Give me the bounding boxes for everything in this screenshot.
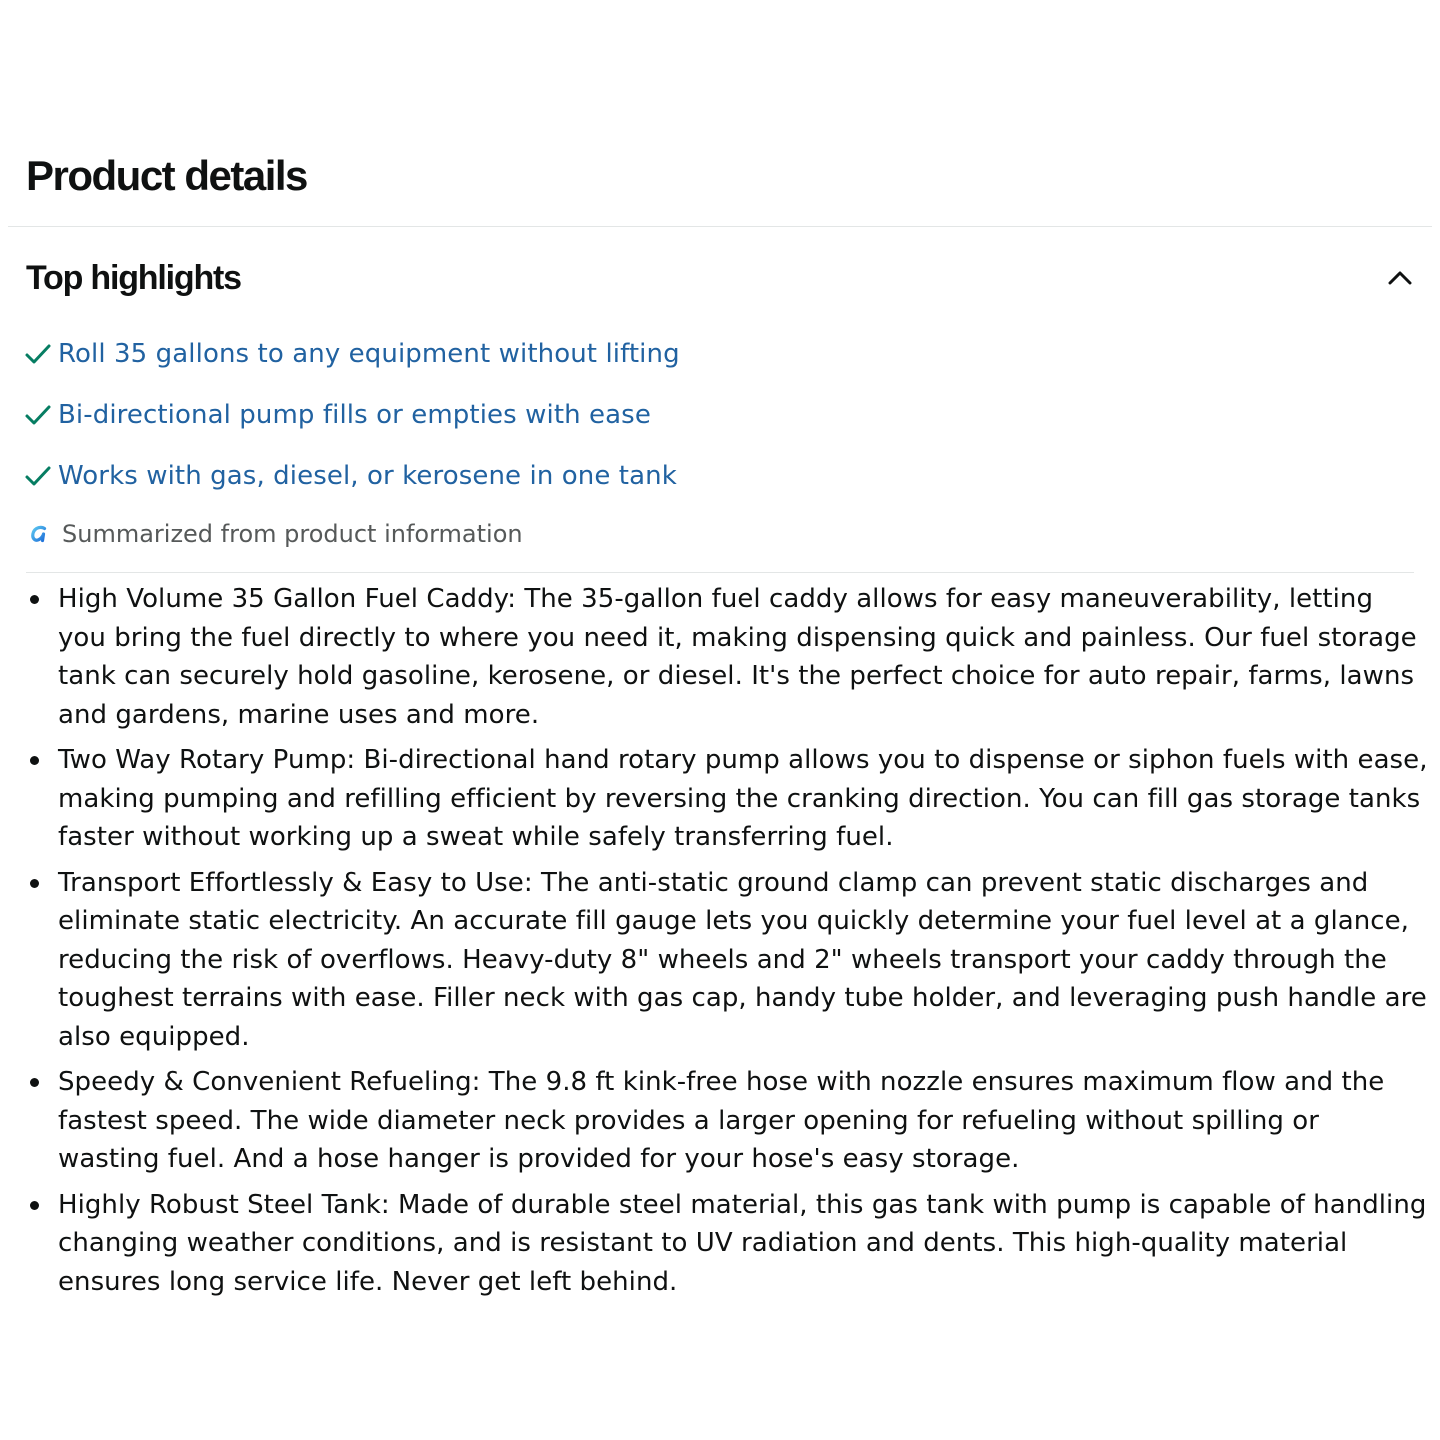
- feature-bullet: [58, 864, 1428, 1057]
- check-icon: [24, 401, 52, 429]
- feature-bullet-list: [58, 580, 1428, 1308]
- feature-bullet-text: Transport Effortlessly & Easy to Use: The anti-static ground clamp can prevent static discharges and eliminate static electricity. An accurate fill gauge lets you quickly determine your fuel level at a glance, reducing the risk of overflows. Heavy-duty 8" wheels and 2" wheels transport your caddy through the toughest terrains with ease. Filler neck with gas cap, handy tube holder, and leveraging push handle are also equipped.: [58, 867, 1427, 1052]
- feature-bullet: [58, 1186, 1428, 1302]
- bullet-dot-icon: [30, 879, 39, 888]
- highlight-item[interactable]: [24, 332, 680, 376]
- highlight-link[interactable]: Works with gas, diesel, or kerosene in one tank: [58, 461, 677, 491]
- top-highlights-header[interactable]: [26, 252, 1418, 304]
- section-title: Top highlights: [26, 259, 241, 297]
- feature-bullet: [58, 1063, 1428, 1179]
- highlights-list: [24, 332, 680, 515]
- summary-text: Summarized from product information: [62, 520, 523, 548]
- feature-bullet: [58, 580, 1428, 734]
- bullet-dot-icon: [30, 1078, 39, 1087]
- check-icon: [24, 462, 52, 490]
- feature-bullet: [58, 741, 1428, 857]
- highlight-link[interactable]: Bi-directional pump fills or empties with ease: [58, 400, 651, 430]
- feature-bullet-text: Highly Robust Steel Tank: Made of durable steel material, this gas tank with pump is capable of handling changing weather conditions, and is resistant to UV radiation and dents. This high-quality material ensures long service life. Never get left behind.: [58, 1189, 1427, 1297]
- highlight-link[interactable]: Roll 35 gallons to any equipment without lifting: [58, 339, 680, 369]
- highlight-item[interactable]: [24, 454, 680, 498]
- feature-bullet-text: Two Way Rotary Pump: Bi-directional hand rotary pump allows you to dispense or siphon fuels with ease, making pumping and refilling efficient by reversing the cranking direction. You can fill gas storage tanks faster without working up a sweat while safely transferring fuel.: [58, 745, 1428, 852]
- list-divider: [26, 572, 1414, 573]
- section-divider: [8, 226, 1432, 227]
- check-icon: [24, 340, 52, 368]
- bullet-dot-icon: [30, 756, 39, 765]
- chevron-up-icon: [1382, 260, 1418, 296]
- summary-note: [26, 514, 523, 554]
- ai-summary-icon: [26, 522, 50, 546]
- highlight-item[interactable]: [24, 393, 680, 437]
- page-title: Product details: [26, 152, 307, 199]
- feature-bullet-text: Speedy & Convenient Refueling: The 9.8 ft kink-free hose with nozzle ensures maximum flow and the fastest speed. The wide diameter neck provides a larger opening for refueling without spilling or wasting fuel. And a hose hanger is provided for your hose's easy storage.: [58, 1067, 1385, 1174]
- feature-bullet-text: High Volume 35 Gallon Fuel Caddy: The 35-gallon fuel caddy allows for easy maneuverability, letting you bring the fuel directly to where you need it, making dispensing quick and painless. Our fuel storage tank can securely hold gasoline, kerosene, or diesel. It's the perfect choice for auto repair, farms, lawns and gardens, marine uses and more.: [58, 584, 1417, 730]
- bullet-dot-icon: [30, 595, 39, 604]
- bullet-dot-icon: [30, 1201, 39, 1210]
- collapse-toggle-button[interactable]: [1382, 260, 1418, 296]
